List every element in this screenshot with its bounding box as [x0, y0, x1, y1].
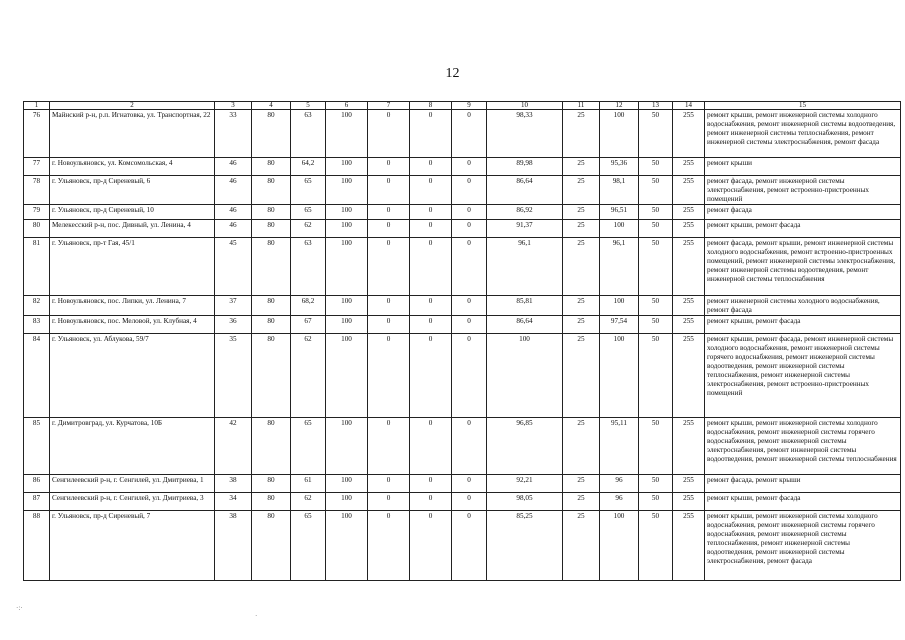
value-cell-3: 46 — [215, 220, 252, 238]
row-number: 84 — [24, 334, 50, 418]
value-cell-6: 100 — [326, 205, 368, 220]
value-cell-9: 0 — [452, 238, 487, 296]
value-cell-14: 255 — [673, 475, 705, 493]
value-cell-3: 37 — [215, 296, 252, 316]
value-cell-14: 255 — [673, 418, 705, 475]
column-header-2: 2 — [50, 102, 215, 110]
value-cell-5: 62 — [291, 334, 326, 418]
address-cell: г. Новоульяновск, пос. Меловой, ул. Клубная, 4 — [50, 316, 215, 334]
value-cell-14: 255 — [673, 220, 705, 238]
value-cell-11: 25 — [563, 493, 600, 511]
value-cell-12: 100 — [600, 334, 639, 418]
value-cell-3: 36 — [215, 316, 252, 334]
value-cell-12: 100 — [600, 511, 639, 581]
value-cell-9: 0 — [452, 316, 487, 334]
value-cell-9: 0 — [452, 475, 487, 493]
value-cell-13: 50 — [639, 220, 673, 238]
value-cell-9: 0 — [452, 511, 487, 581]
value-cell-12: 96,51 — [600, 205, 639, 220]
repair-table — [23, 101, 901, 581]
value-cell-12: 96 — [600, 493, 639, 511]
value-cell-3: 42 — [215, 418, 252, 475]
value-cell-3: 38 — [215, 475, 252, 493]
value-cell-11: 25 — [563, 220, 600, 238]
column-header-13: 13 — [639, 102, 673, 110]
value-cell-7: 0 — [368, 238, 410, 296]
table-row — [24, 176, 901, 205]
value-cell-10: 89,98 — [487, 158, 563, 176]
row-number: 77 — [24, 158, 50, 176]
value-cell-4: 80 — [252, 316, 291, 334]
value-cell-5: 65 — [291, 176, 326, 205]
value-cell-3: 34 — [215, 493, 252, 511]
value-cell-10: 86,64 — [487, 316, 563, 334]
value-cell-14: 255 — [673, 176, 705, 205]
value-cell-8: 0 — [410, 334, 452, 418]
column-header-10: 10 — [487, 102, 563, 110]
value-cell-5: 64,2 — [291, 158, 326, 176]
value-cell-10: 92,21 — [487, 475, 563, 493]
value-cell-4: 80 — [252, 475, 291, 493]
value-cell-12: 97,54 — [600, 316, 639, 334]
works-cell: ремонт крыши, ремонт инженерной системы холодного водоснабжения, ремонт инженерной системы водоотведения, ремонт инженерной системы теплоснабжения, ремонт инженерной системы электроснабжения, ремонт фасада — [705, 110, 901, 158]
value-cell-8: 0 — [410, 475, 452, 493]
works-cell: ремонт крыши, ремонт фасада, ремонт инженерной системы холодного водоснабжения, ремонт инженерной системы горячего водоснабжения, ремонт инженерной системы водоотведения, ремонт инженерной системы теплоснабжения, ремонт инженерной системы электроснабжения, ремонт встроенно-пристроенных помещений — [705, 334, 901, 418]
value-cell-4: 80 — [252, 418, 291, 475]
value-cell-10: 85,81 — [487, 296, 563, 316]
value-cell-5: 65 — [291, 418, 326, 475]
value-cell-4: 80 — [252, 158, 291, 176]
column-header-5: 5 — [291, 102, 326, 110]
address-cell: г. Ульяновск, пр-т Гая, 45/1 — [50, 238, 215, 296]
value-cell-13: 50 — [639, 176, 673, 205]
row-number: 83 — [24, 316, 50, 334]
value-cell-14: 255 — [673, 296, 705, 316]
works-cell: ремонт фасада — [705, 205, 901, 220]
value-cell-7: 0 — [368, 220, 410, 238]
value-cell-10: 96,85 — [487, 418, 563, 475]
row-number: 79 — [24, 205, 50, 220]
value-cell-7: 0 — [368, 158, 410, 176]
column-header-7: 7 — [368, 102, 410, 110]
value-cell-14: 255 — [673, 493, 705, 511]
value-cell-5: 65 — [291, 205, 326, 220]
table-row — [24, 205, 901, 220]
value-cell-11: 25 — [563, 316, 600, 334]
table-body — [24, 110, 901, 581]
value-cell-8: 0 — [410, 316, 452, 334]
value-cell-12: 98,1 — [600, 176, 639, 205]
works-cell: ремонт крыши — [705, 158, 901, 176]
address-cell: Мелекесский р-н, пос. Дивный, ул. Ленина, 4 — [50, 220, 215, 238]
value-cell-11: 25 — [563, 475, 600, 493]
page-number: 12 — [445, 66, 460, 81]
value-cell-12: 96 — [600, 475, 639, 493]
value-cell-7: 0 — [368, 296, 410, 316]
value-cell-14: 255 — [673, 511, 705, 581]
value-cell-3: 38 — [215, 511, 252, 581]
value-cell-10: 86,64 — [487, 176, 563, 205]
table-row — [24, 238, 901, 296]
value-cell-13: 50 — [639, 158, 673, 176]
value-cell-3: 46 — [215, 158, 252, 176]
value-cell-12: 100 — [600, 110, 639, 158]
works-cell: ремонт крыши, ремонт инженерной системы холодного водоснабжения, ремонт инженерной системы горячего водоснабжения, ремонт инженерной системы теплоснабжения, ремонт инженерной системы водоотведения, ремонт инженерной системы электроснабжения, ремонт фасада — [705, 511, 901, 581]
value-cell-14: 255 — [673, 334, 705, 418]
value-cell-4: 80 — [252, 238, 291, 296]
value-cell-12: 95,36 — [600, 158, 639, 176]
value-cell-3: 33 — [215, 110, 252, 158]
value-cell-5: 65 — [291, 511, 326, 581]
value-cell-9: 0 — [452, 110, 487, 158]
value-cell-4: 80 — [252, 296, 291, 316]
table-row — [24, 220, 901, 238]
address-cell: г. Ульяновск, пр-д Сиреневый, 7 — [50, 511, 215, 581]
value-cell-5: 63 — [291, 238, 326, 296]
column-header-4: 4 — [252, 102, 291, 110]
address-cell: Сенгилеевский р-н, г. Сенгилей, ул. Дмитриева, 1 — [50, 475, 215, 493]
value-cell-4: 80 — [252, 220, 291, 238]
column-header-15: 15 — [705, 102, 901, 110]
value-cell-6: 100 — [326, 238, 368, 296]
value-cell-12: 100 — [600, 296, 639, 316]
value-cell-4: 80 — [252, 511, 291, 581]
value-cell-4: 80 — [252, 493, 291, 511]
row-number: 86 — [24, 475, 50, 493]
row-number: 88 — [24, 511, 50, 581]
value-cell-9: 0 — [452, 334, 487, 418]
table-row — [24, 493, 901, 511]
value-cell-7: 0 — [368, 475, 410, 493]
value-cell-6: 100 — [326, 158, 368, 176]
table-row — [24, 296, 901, 316]
address-cell: Майнский р-н, р.п. Игнатовка, ул. Транспортная, 22 — [50, 110, 215, 158]
value-cell-9: 0 — [452, 493, 487, 511]
value-cell-3: 46 — [215, 176, 252, 205]
row-number: 80 — [24, 220, 50, 238]
value-cell-7: 0 — [368, 316, 410, 334]
value-cell-8: 0 — [410, 296, 452, 316]
value-cell-6: 100 — [326, 418, 368, 475]
address-cell: г. Димитровград, ул. Курчатова, 10Б — [50, 418, 215, 475]
value-cell-7: 0 — [368, 493, 410, 511]
value-cell-13: 50 — [639, 296, 673, 316]
value-cell-10: 96,1 — [487, 238, 563, 296]
row-number: 81 — [24, 238, 50, 296]
column-header-8: 8 — [410, 102, 452, 110]
header-row — [24, 102, 901, 110]
value-cell-5: 67 — [291, 316, 326, 334]
value-cell-6: 100 — [326, 296, 368, 316]
value-cell-13: 50 — [639, 475, 673, 493]
value-cell-3: 45 — [215, 238, 252, 296]
address-cell: г. Новоульяновск, ул. Комсомольская, 4 — [50, 158, 215, 176]
value-cell-5: 61 — [291, 475, 326, 493]
column-header-14: 14 — [673, 102, 705, 110]
value-cell-6: 100 — [326, 220, 368, 238]
scan-mark: · — [255, 612, 258, 620]
value-cell-9: 0 — [452, 296, 487, 316]
column-header-6: 6 — [326, 102, 368, 110]
value-cell-8: 0 — [410, 205, 452, 220]
row-number: 82 — [24, 296, 50, 316]
works-cell: ремонт крыши, ремонт фасада — [705, 493, 901, 511]
value-cell-7: 0 — [368, 418, 410, 475]
value-cell-10: 86,92 — [487, 205, 563, 220]
value-cell-14: 255 — [673, 110, 705, 158]
value-cell-3: 35 — [215, 334, 252, 418]
value-cell-11: 25 — [563, 418, 600, 475]
value-cell-8: 0 — [410, 511, 452, 581]
value-cell-11: 25 — [563, 334, 600, 418]
address-cell: г. Ульяновск, пр-д Сиреневый, 10 — [50, 205, 215, 220]
value-cell-8: 0 — [410, 418, 452, 475]
value-cell-11: 25 — [563, 511, 600, 581]
value-cell-12: 100 — [600, 220, 639, 238]
value-cell-9: 0 — [452, 158, 487, 176]
value-cell-12: 95,11 — [600, 418, 639, 475]
value-cell-6: 100 — [326, 511, 368, 581]
works-cell: ремонт фасада, ремонт инженерной системы электроснабжения, ремонт встроенно-пристроенных помещений — [705, 176, 901, 205]
value-cell-8: 0 — [410, 110, 452, 158]
address-cell: г. Ульяновск, ул. Аблукова, 59/7 — [50, 334, 215, 418]
value-cell-4: 80 — [252, 110, 291, 158]
value-cell-7: 0 — [368, 511, 410, 581]
value-cell-14: 255 — [673, 238, 705, 296]
value-cell-13: 50 — [639, 334, 673, 418]
value-cell-9: 0 — [452, 176, 487, 205]
table-row — [24, 511, 901, 581]
value-cell-5: 63 — [291, 110, 326, 158]
value-cell-8: 0 — [410, 220, 452, 238]
value-cell-10: 85,25 — [487, 511, 563, 581]
value-cell-10: 91,37 — [487, 220, 563, 238]
works-cell: ремонт крыши, ремонт инженерной системы холодного водоснабжения, ремонт инженерной системы горячего водоснабжения, ремонт инженерной системы электроснабжения, ремонт инженерной системы водоотведения, ремонт инженерной системы теплоснабжения — [705, 418, 901, 475]
value-cell-6: 100 — [326, 493, 368, 511]
value-cell-11: 25 — [563, 110, 600, 158]
value-cell-10: 98,33 — [487, 110, 563, 158]
value-cell-8: 0 — [410, 493, 452, 511]
column-header-1: 1 — [24, 102, 50, 110]
value-cell-13: 50 — [639, 238, 673, 296]
works-cell: ремонт фасада, ремонт крыши — [705, 475, 901, 493]
value-cell-6: 100 — [326, 316, 368, 334]
value-cell-13: 50 — [639, 511, 673, 581]
value-cell-8: 0 — [410, 176, 452, 205]
value-cell-9: 0 — [452, 220, 487, 238]
works-cell: ремонт фасада, ремонт крыши, ремонт инженерной системы холодного водоснабжения, ремонт встроенно-пристроенных помещений, ремонт инженерной системы электроснабжения, ремонт инженерной системы водоотведения, ремонт инженерной системы теплоснабжения — [705, 238, 901, 296]
value-cell-13: 50 — [639, 418, 673, 475]
value-cell-10: 98,05 — [487, 493, 563, 511]
column-header-3: 3 — [215, 102, 252, 110]
value-cell-11: 25 — [563, 176, 600, 205]
value-cell-6: 100 — [326, 176, 368, 205]
value-cell-7: 0 — [368, 176, 410, 205]
table-row — [24, 475, 901, 493]
value-cell-14: 255 — [673, 205, 705, 220]
value-cell-6: 100 — [326, 334, 368, 418]
table-row — [24, 418, 901, 475]
value-cell-13: 50 — [639, 316, 673, 334]
works-cell: ремонт инженерной системы холодного водоснабжения, ремонт фасада — [705, 296, 901, 316]
value-cell-9: 0 — [452, 205, 487, 220]
value-cell-11: 25 — [563, 158, 600, 176]
value-cell-9: 0 — [452, 418, 487, 475]
value-cell-3: 46 — [215, 205, 252, 220]
address-cell: Сенгилеевский р-н, г. Сенгилей, ул. Дмитриева, 3 — [50, 493, 215, 511]
value-cell-11: 25 — [563, 296, 600, 316]
table-row — [24, 334, 901, 418]
value-cell-11: 25 — [563, 205, 600, 220]
row-number: 87 — [24, 493, 50, 511]
works-cell: ремонт крыши, ремонт фасада — [705, 220, 901, 238]
value-cell-5: 68,2 — [291, 296, 326, 316]
value-cell-13: 50 — [639, 110, 673, 158]
table-row — [24, 110, 901, 158]
value-cell-14: 255 — [673, 316, 705, 334]
value-cell-5: 62 — [291, 493, 326, 511]
row-number: 78 — [24, 176, 50, 205]
value-cell-8: 0 — [410, 158, 452, 176]
value-cell-5: 62 — [291, 220, 326, 238]
value-cell-6: 100 — [326, 110, 368, 158]
value-cell-12: 96,1 — [600, 238, 639, 296]
table-row — [24, 158, 901, 176]
row-number: 85 — [24, 418, 50, 475]
value-cell-10: 100 — [487, 334, 563, 418]
value-cell-4: 80 — [252, 334, 291, 418]
value-cell-7: 0 — [368, 205, 410, 220]
value-cell-7: 0 — [368, 110, 410, 158]
value-cell-4: 80 — [252, 176, 291, 205]
value-cell-4: 80 — [252, 205, 291, 220]
column-header-9: 9 — [452, 102, 487, 110]
value-cell-11: 25 — [563, 238, 600, 296]
scan-mark: ·:· — [16, 604, 23, 612]
value-cell-7: 0 — [368, 334, 410, 418]
value-cell-8: 0 — [410, 238, 452, 296]
value-cell-6: 100 — [326, 475, 368, 493]
column-header-11: 11 — [563, 102, 600, 110]
address-cell: г. Ульяновск, пр-д Сиреневый, 6 — [50, 176, 215, 205]
value-cell-13: 50 — [639, 205, 673, 220]
value-cell-13: 50 — [639, 493, 673, 511]
row-number: 76 — [24, 110, 50, 158]
works-cell: ремонт крыши, ремонт фасада — [705, 316, 901, 334]
address-cell: г. Новоульяновск, пос. Липки, ул. Ленина, 7 — [50, 296, 215, 316]
column-header-12: 12 — [600, 102, 639, 110]
table-row — [24, 316, 901, 334]
value-cell-14: 255 — [673, 158, 705, 176]
